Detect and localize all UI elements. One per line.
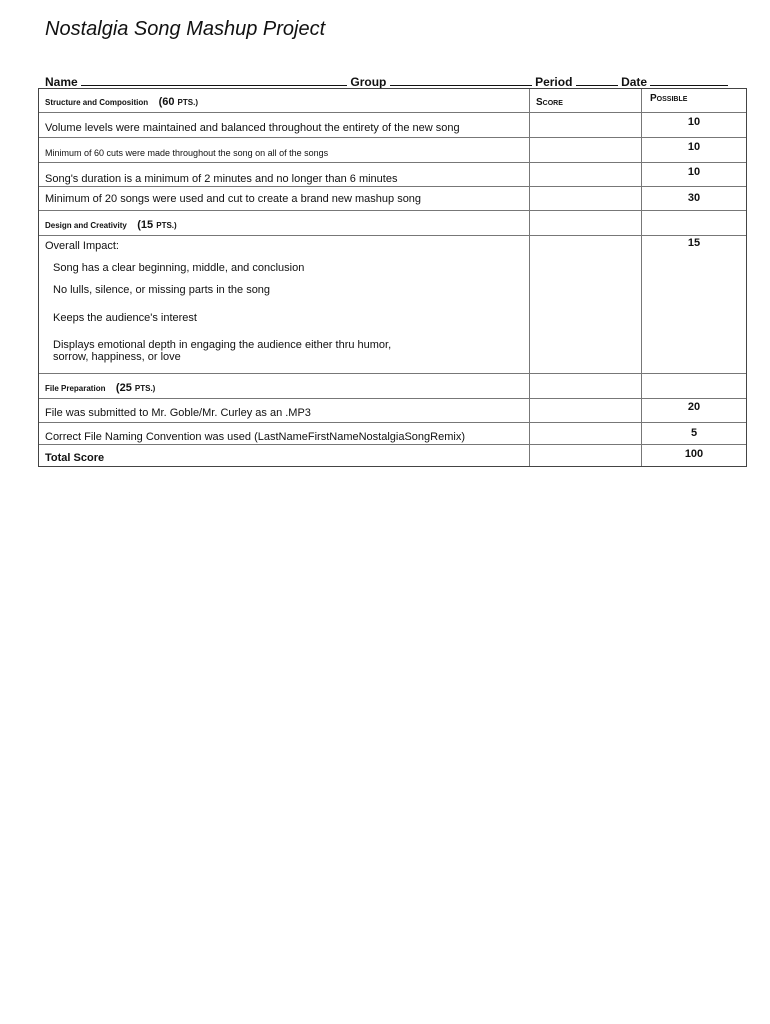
criterion-text: File was submitted to Mr. Goble/Mr. Curley as an .MP3 — [45, 407, 311, 419]
criterion-text: Minimum of 20 songs were used and cut to create a brand new mashup song — [45, 193, 422, 205]
criterion-text: Correct File Naming Convention was used (LastNameFirstNameNostalgiaSongRemix) — [45, 431, 465, 443]
section-header-structure — [39, 89, 746, 112]
score-cell[interactable] — [530, 113, 642, 137]
criterion-text: Song's duration is a minimum of 2 minutes and no longer than 6 minutes — [45, 173, 398, 185]
section-points: (15 PTS.) — [137, 219, 177, 231]
group-label: Group — [350, 75, 387, 89]
table-row — [39, 398, 746, 422]
sub-criterion: Song has a clear beginning, middle, and conclusion — [53, 262, 305, 274]
possible-column-header: Possible — [650, 93, 688, 104]
score-cell[interactable] — [530, 187, 642, 210]
rubric-table — [38, 88, 747, 467]
criterion-text: Volume levels were maintained and balanced throughout the entirety of the new song — [45, 122, 460, 134]
section-header-file — [39, 373, 746, 398]
total-score-cell[interactable] — [530, 445, 642, 466]
score-cell[interactable] — [530, 236, 642, 373]
sub-criterion: Displays emotional depth in engaging the audience either thru humor, — [53, 339, 392, 351]
name-field[interactable] — [81, 74, 347, 86]
date-label: Date — [621, 75, 648, 89]
criterion-text: Minimum of 60 cuts were made throughout the song on all of the songs — [45, 148, 329, 158]
score-cell[interactable] — [530, 399, 642, 422]
possible-points: 10 — [687, 166, 701, 178]
possible-points: 30 — [687, 192, 701, 204]
group-field[interactable] — [390, 74, 532, 86]
possible-points: 20 — [687, 401, 701, 413]
section-label: Design and Creativity — [45, 221, 127, 230]
date-field[interactable] — [650, 74, 728, 86]
student-info-line — [45, 74, 735, 89]
score-cell[interactable] — [530, 163, 642, 186]
table-row — [39, 422, 746, 444]
total-label: Total Score — [45, 452, 105, 464]
section-points: (25 PTS.) — [115, 382, 156, 394]
score-cell[interactable] — [530, 138, 642, 162]
period-label: Period — [535, 75, 573, 89]
section-label: Structure and Composition — [45, 98, 149, 107]
score-cell[interactable] — [530, 423, 642, 444]
name-label: Name — [45, 75, 78, 89]
possible-points: 5 — [690, 427, 698, 439]
period-field[interactable] — [576, 74, 618, 86]
total-row — [39, 444, 746, 466]
table-row — [39, 186, 746, 210]
table-row — [39, 235, 746, 373]
score-column-header: Score — [536, 97, 563, 108]
possible-points: 10 — [687, 116, 701, 128]
sub-criterion: sorrow, happiness, or love — [53, 351, 181, 363]
criterion-text: Overall Impact: — [45, 240, 119, 252]
section-header-design — [39, 210, 746, 235]
page-title: Nostalgia Song Mashup Project — [45, 18, 326, 40]
sub-criterion: Keeps the audience's interest — [53, 312, 197, 324]
possible-points: 15 — [687, 237, 701, 249]
section-points: (60 PTS.) — [158, 96, 198, 108]
table-row — [39, 112, 746, 137]
table-row — [39, 137, 746, 162]
sub-criterion: No lulls, silence, or missing parts in the song — [53, 284, 271, 296]
possible-points: 10 — [687, 141, 701, 153]
total-possible-points: 100 — [684, 448, 704, 460]
section-label: File Preparation — [45, 384, 106, 393]
table-row — [39, 162, 746, 186]
